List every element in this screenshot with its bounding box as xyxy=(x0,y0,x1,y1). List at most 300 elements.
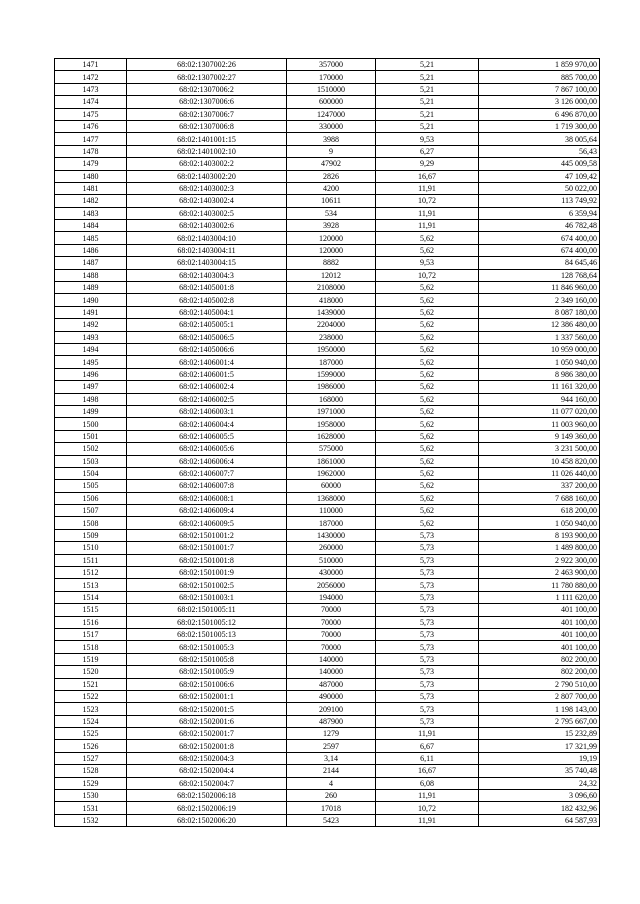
cadastral-number-cell: 68:02:1406001:4 xyxy=(127,356,287,368)
cadastral-number-cell: 68:02:1307006:7 xyxy=(127,108,287,120)
cadastral-number-cell: 68:02:1406005:5 xyxy=(127,430,287,442)
area-cell: 170000 xyxy=(287,71,376,83)
table-row xyxy=(55,554,600,566)
row-number-cell: 1519 xyxy=(55,653,127,665)
value-cell: 7 867 100,00 xyxy=(479,83,600,95)
area-cell: 1971000 xyxy=(287,405,376,417)
row-number-cell: 1523 xyxy=(55,703,127,715)
area-cell: 1510000 xyxy=(287,83,376,95)
rate-cell: 5,62 xyxy=(376,480,479,492)
area-cell: 60000 xyxy=(287,480,376,492)
area-cell: 17018 xyxy=(287,802,376,814)
area-cell: 8882 xyxy=(287,257,376,269)
value-cell: 3 096,60 xyxy=(479,790,600,802)
row-number-cell: 1497 xyxy=(55,381,127,393)
area-cell: 430000 xyxy=(287,567,376,579)
value-cell: 12 386 480,00 xyxy=(479,319,600,331)
area-cell: 70000 xyxy=(287,616,376,628)
cadastral-number-cell: 68:02:1501005:3 xyxy=(127,641,287,653)
cadastral-number-cell: 68:02:1501001:2 xyxy=(127,529,287,541)
table-row xyxy=(55,542,600,554)
area-cell: 3,14 xyxy=(287,752,376,764)
value-cell: 35 740,48 xyxy=(479,765,600,777)
value-cell: 128 768,64 xyxy=(479,269,600,281)
area-cell: 510000 xyxy=(287,554,376,566)
value-cell: 182 432,96 xyxy=(479,802,600,814)
value-cell: 2 922 300,00 xyxy=(479,554,600,566)
cadastral-number-cell: 68:02:1307006:6 xyxy=(127,96,287,108)
value-cell: 802 200,00 xyxy=(479,653,600,665)
row-number-cell: 1524 xyxy=(55,715,127,727)
rate-cell: 5,62 xyxy=(376,244,479,256)
row-number-cell: 1529 xyxy=(55,777,127,789)
rate-cell: 5,62 xyxy=(376,430,479,442)
table-row xyxy=(55,368,600,380)
area-cell: 1958000 xyxy=(287,418,376,430)
cadastral-number-cell: 68:02:1307006:2 xyxy=(127,83,287,95)
area-cell: 1368000 xyxy=(287,492,376,504)
row-number-cell: 1479 xyxy=(55,158,127,170)
rate-cell: 9,29 xyxy=(376,158,479,170)
row-number-cell: 1518 xyxy=(55,641,127,653)
area-cell: 9 xyxy=(287,145,376,157)
table-row xyxy=(55,728,600,740)
value-cell: 1 489 800,00 xyxy=(479,542,600,554)
row-number-cell: 1487 xyxy=(55,257,127,269)
value-cell: 401 100,00 xyxy=(479,628,600,640)
area-cell: 487000 xyxy=(287,678,376,690)
value-cell: 1 050 940,00 xyxy=(479,517,600,529)
cadastral-number-cell: 68:02:1502006:18 xyxy=(127,790,287,802)
value-cell: 50 022,00 xyxy=(479,182,600,194)
row-number-cell: 1504 xyxy=(55,467,127,479)
value-cell: 1 050 940,00 xyxy=(479,356,600,368)
area-cell: 1628000 xyxy=(287,430,376,442)
row-number-cell: 1505 xyxy=(55,480,127,492)
area-cell: 168000 xyxy=(287,393,376,405)
cadastral-number-cell: 68:02:1406009:4 xyxy=(127,505,287,517)
area-cell: 2108000 xyxy=(287,282,376,294)
table-row xyxy=(55,604,600,616)
value-cell: 11 003 960,00 xyxy=(479,418,600,430)
rate-cell: 5,73 xyxy=(376,678,479,690)
area-cell: 600000 xyxy=(287,96,376,108)
rate-cell: 5,62 xyxy=(376,517,479,529)
value-cell: 674 400,00 xyxy=(479,244,600,256)
cadastral-number-cell: 68:02:1406003:1 xyxy=(127,405,287,417)
value-cell: 10 959 000,00 xyxy=(479,343,600,355)
rate-cell: 5,62 xyxy=(376,418,479,430)
cadastral-number-cell: 68:02:1401002:10 xyxy=(127,145,287,157)
value-cell: 84 645,46 xyxy=(479,257,600,269)
row-number-cell: 1526 xyxy=(55,740,127,752)
table-row xyxy=(55,393,600,405)
cadastral-number-cell: 68:02:1403004:11 xyxy=(127,244,287,256)
area-cell: 2597 xyxy=(287,740,376,752)
cadastral-number-cell: 68:02:1501001:7 xyxy=(127,542,287,554)
rate-cell: 9,53 xyxy=(376,257,479,269)
table-row xyxy=(55,294,600,306)
table-body xyxy=(55,59,600,827)
rate-cell: 5,62 xyxy=(376,331,479,343)
cadastral-number-cell: 68:02:1406006:4 xyxy=(127,455,287,467)
area-cell: 187000 xyxy=(287,356,376,368)
cadastral-number-cell: 68:02:1502001:8 xyxy=(127,740,287,752)
rate-cell: 5,62 xyxy=(376,368,479,380)
cadastral-number-cell: 68:02:1403002:4 xyxy=(127,195,287,207)
cadastral-number-cell: 68:02:1406007:7 xyxy=(127,467,287,479)
area-cell: 194000 xyxy=(287,591,376,603)
row-number-cell: 1507 xyxy=(55,505,127,517)
table-row xyxy=(55,579,600,591)
cadastral-number-cell: 68:02:1501006:6 xyxy=(127,678,287,690)
area-cell: 3928 xyxy=(287,220,376,232)
cadastral-number-cell: 68:02:1405006:5 xyxy=(127,331,287,343)
table-row xyxy=(55,232,600,244)
value-cell: 802 200,00 xyxy=(479,666,600,678)
area-cell: 534 xyxy=(287,207,376,219)
area-cell: 2204000 xyxy=(287,319,376,331)
value-cell: 885 700,00 xyxy=(479,71,600,83)
row-number-cell: 1499 xyxy=(55,405,127,417)
table-row xyxy=(55,740,600,752)
value-cell: 64 587,93 xyxy=(479,814,600,826)
cadastral-number-cell: 68:02:1405004:1 xyxy=(127,306,287,318)
rate-cell: 11,91 xyxy=(376,220,479,232)
table-row xyxy=(55,777,600,789)
rate-cell: 5,62 xyxy=(376,467,479,479)
rate-cell: 11,91 xyxy=(376,207,479,219)
table-row xyxy=(55,690,600,702)
row-number-cell: 1511 xyxy=(55,554,127,566)
value-cell: 15 232,89 xyxy=(479,728,600,740)
area-cell: 187000 xyxy=(287,517,376,529)
value-cell: 11 026 440,00 xyxy=(479,467,600,479)
area-cell: 140000 xyxy=(287,666,376,678)
cadastral-number-cell: 68:02:1405005:1 xyxy=(127,319,287,331)
row-number-cell: 1503 xyxy=(55,455,127,467)
value-cell: 11 077 020,00 xyxy=(479,405,600,417)
rate-cell: 10,72 xyxy=(376,802,479,814)
rate-cell: 5,73 xyxy=(376,666,479,678)
cadastral-number-cell: 68:02:1502001:6 xyxy=(127,715,287,727)
area-cell: 12012 xyxy=(287,269,376,281)
rate-cell: 5,62 xyxy=(376,343,479,355)
value-cell: 3 126 000,00 xyxy=(479,96,600,108)
cadastral-number-cell: 68:02:1501005:13 xyxy=(127,628,287,640)
row-number-cell: 1491 xyxy=(55,306,127,318)
cadastral-number-cell: 68:02:1501005:8 xyxy=(127,653,287,665)
rate-cell: 5,73 xyxy=(376,690,479,702)
row-number-cell: 1514 xyxy=(55,591,127,603)
row-number-cell: 1472 xyxy=(55,71,127,83)
value-cell: 3 231 500,00 xyxy=(479,443,600,455)
area-cell: 10611 xyxy=(287,195,376,207)
rate-cell: 5,73 xyxy=(376,579,479,591)
cadastral-number-cell: 68:02:1501003:1 xyxy=(127,591,287,603)
cadastral-number-cell: 68:02:1403002:6 xyxy=(127,220,287,232)
value-cell: 113 749,92 xyxy=(479,195,600,207)
value-cell: 1 719 300,00 xyxy=(479,120,600,132)
rate-cell: 5,62 xyxy=(376,492,479,504)
cadastral-number-cell: 68:02:1307002:27 xyxy=(127,71,287,83)
row-number-cell: 1516 xyxy=(55,616,127,628)
value-cell: 2 349 160,00 xyxy=(479,294,600,306)
value-cell: 8 193 900,00 xyxy=(479,529,600,541)
table-row xyxy=(55,71,600,83)
value-cell: 2 790 510,00 xyxy=(479,678,600,690)
cadastral-number-cell: 68:02:1501005:9 xyxy=(127,666,287,678)
cadastral-number-cell: 68:02:1406002:4 xyxy=(127,381,287,393)
table-row xyxy=(55,616,600,628)
area-cell: 70000 xyxy=(287,628,376,640)
area-cell: 1430000 xyxy=(287,529,376,541)
value-cell: 2 807 700,00 xyxy=(479,690,600,702)
area-cell: 209100 xyxy=(287,703,376,715)
rate-cell: 5,73 xyxy=(376,703,479,715)
row-number-cell: 1532 xyxy=(55,814,127,826)
area-cell: 110000 xyxy=(287,505,376,517)
row-number-cell: 1482 xyxy=(55,195,127,207)
rate-cell: 5,62 xyxy=(376,294,479,306)
rate-cell: 5,73 xyxy=(376,591,479,603)
row-number-cell: 1513 xyxy=(55,579,127,591)
rate-cell: 6,11 xyxy=(376,752,479,764)
value-cell: 2 795 667,00 xyxy=(479,715,600,727)
value-cell: 17 321,99 xyxy=(479,740,600,752)
area-cell: 140000 xyxy=(287,653,376,665)
row-number-cell: 1473 xyxy=(55,83,127,95)
area-cell: 1439000 xyxy=(287,306,376,318)
value-cell: 401 100,00 xyxy=(479,641,600,653)
row-number-cell: 1495 xyxy=(55,356,127,368)
cadastral-number-cell: 68:02:1502001:7 xyxy=(127,728,287,740)
rate-cell: 5,62 xyxy=(376,381,479,393)
rate-cell: 5,73 xyxy=(376,715,479,727)
area-cell: 120000 xyxy=(287,244,376,256)
table-row xyxy=(55,790,600,802)
table-row xyxy=(55,666,600,678)
table-row xyxy=(55,170,600,182)
table-row xyxy=(55,319,600,331)
value-cell: 8 087 180,00 xyxy=(479,306,600,318)
cadastral-number-cell: 68:02:1403002:5 xyxy=(127,207,287,219)
row-number-cell: 1488 xyxy=(55,269,127,281)
cadastral-number-cell: 68:02:1403004:10 xyxy=(127,232,287,244)
rate-cell: 11,91 xyxy=(376,182,479,194)
row-number-cell: 1481 xyxy=(55,182,127,194)
data-table xyxy=(54,58,600,827)
area-cell: 330000 xyxy=(287,120,376,132)
rate-cell: 5,62 xyxy=(376,455,479,467)
row-number-cell: 1476 xyxy=(55,120,127,132)
cadastral-number-cell: 68:02:1401001:15 xyxy=(127,133,287,145)
table-row xyxy=(55,430,600,442)
cadastral-number-cell: 68:02:1406002:5 xyxy=(127,393,287,405)
value-cell: 944 160,00 xyxy=(479,393,600,405)
area-cell: 3988 xyxy=(287,133,376,145)
value-cell: 6 496 870,00 xyxy=(479,108,600,120)
row-number-cell: 1489 xyxy=(55,282,127,294)
rate-cell: 5,21 xyxy=(376,108,479,120)
rate-cell: 5,73 xyxy=(376,542,479,554)
area-cell: 1861000 xyxy=(287,455,376,467)
row-number-cell: 1493 xyxy=(55,331,127,343)
row-number-cell: 1490 xyxy=(55,294,127,306)
cadastral-number-cell: 68:02:1406001:5 xyxy=(127,368,287,380)
table-row xyxy=(55,158,600,170)
value-cell: 445 009,58 xyxy=(479,158,600,170)
row-number-cell: 1486 xyxy=(55,244,127,256)
rate-cell: 6,27 xyxy=(376,145,479,157)
rate-cell: 5,73 xyxy=(376,616,479,628)
value-cell: 1 111 620,00 xyxy=(479,591,600,603)
table-row xyxy=(55,591,600,603)
row-number-cell: 1509 xyxy=(55,529,127,541)
table-row xyxy=(55,814,600,826)
area-cell: 1247000 xyxy=(287,108,376,120)
area-cell: 2144 xyxy=(287,765,376,777)
cadastral-number-cell: 68:02:1403002:3 xyxy=(127,182,287,194)
rate-cell: 16,67 xyxy=(376,170,479,182)
rate-cell: 5,62 xyxy=(376,319,479,331)
area-cell: 70000 xyxy=(287,604,376,616)
value-cell: 337 200,00 xyxy=(479,480,600,492)
value-cell: 11 161 320,00 xyxy=(479,381,600,393)
rate-cell: 6,08 xyxy=(376,777,479,789)
table-row xyxy=(55,306,600,318)
table-row xyxy=(55,244,600,256)
cadastral-number-cell: 68:02:1501001:9 xyxy=(127,567,287,579)
cadastral-number-cell: 68:02:1501005:12 xyxy=(127,616,287,628)
value-cell: 10 458 820,00 xyxy=(479,455,600,467)
row-number-cell: 1500 xyxy=(55,418,127,430)
rate-cell: 16,67 xyxy=(376,765,479,777)
cadastral-number-cell: 68:02:1502006:20 xyxy=(127,814,287,826)
area-cell: 4200 xyxy=(287,182,376,194)
value-cell: 56,43 xyxy=(479,145,600,157)
area-cell: 2056000 xyxy=(287,579,376,591)
table-row xyxy=(55,467,600,479)
cadastral-number-cell: 68:02:1502006:19 xyxy=(127,802,287,814)
row-number-cell: 1527 xyxy=(55,752,127,764)
area-cell: 1962000 xyxy=(287,467,376,479)
row-number-cell: 1525 xyxy=(55,728,127,740)
table-row xyxy=(55,752,600,764)
table-row xyxy=(55,96,600,108)
table-row xyxy=(55,505,600,517)
row-number-cell: 1508 xyxy=(55,517,127,529)
cadastral-number-cell: 68:02:1502001:5 xyxy=(127,703,287,715)
rate-cell: 5,73 xyxy=(376,604,479,616)
rate-cell: 5,62 xyxy=(376,505,479,517)
area-cell: 357000 xyxy=(287,59,376,71)
table-row xyxy=(55,480,600,492)
table-row xyxy=(55,207,600,219)
rate-cell: 5,21 xyxy=(376,59,479,71)
value-cell: 38 005,64 xyxy=(479,133,600,145)
cadastral-number-cell: 68:02:1403002:20 xyxy=(127,170,287,182)
table-row xyxy=(55,282,600,294)
cadastral-number-cell: 68:02:1501005:11 xyxy=(127,604,287,616)
table-row xyxy=(55,567,600,579)
table-row xyxy=(55,765,600,777)
area-cell: 487900 xyxy=(287,715,376,727)
rate-cell: 5,21 xyxy=(376,120,479,132)
cadastral-number-cell: 68:02:1501001:8 xyxy=(127,554,287,566)
rate-cell: 5,73 xyxy=(376,554,479,566)
cadastral-number-cell: 68:02:1501002:5 xyxy=(127,579,287,591)
value-cell: 1 198 143,00 xyxy=(479,703,600,715)
row-number-cell: 1512 xyxy=(55,567,127,579)
area-cell: 120000 xyxy=(287,232,376,244)
rate-cell: 5,62 xyxy=(376,393,479,405)
value-cell: 24,32 xyxy=(479,777,600,789)
cadastral-number-cell: 68:02:1406008:1 xyxy=(127,492,287,504)
value-cell: 8 986 380,00 xyxy=(479,368,600,380)
row-number-cell: 1496 xyxy=(55,368,127,380)
rate-cell: 5,62 xyxy=(376,443,479,455)
row-number-cell: 1485 xyxy=(55,232,127,244)
cadastral-number-cell: 68:02:1403004:15 xyxy=(127,257,287,269)
row-number-cell: 1494 xyxy=(55,343,127,355)
row-number-cell: 1501 xyxy=(55,430,127,442)
rate-cell: 5,73 xyxy=(376,641,479,653)
table-row xyxy=(55,703,600,715)
value-cell: 401 100,00 xyxy=(479,604,600,616)
cadastral-number-cell: 68:02:1405006:6 xyxy=(127,343,287,355)
row-number-cell: 1492 xyxy=(55,319,127,331)
value-cell: 1 859 970,00 xyxy=(479,59,600,71)
table-row xyxy=(55,343,600,355)
area-cell: 490000 xyxy=(287,690,376,702)
area-cell: 418000 xyxy=(287,294,376,306)
table-row xyxy=(55,59,600,71)
area-cell: 70000 xyxy=(287,641,376,653)
rate-cell: 5,21 xyxy=(376,96,479,108)
area-cell: 5423 xyxy=(287,814,376,826)
value-cell: 46 782,48 xyxy=(479,220,600,232)
cadastral-number-cell: 68:02:1307006:8 xyxy=(127,120,287,132)
table-row xyxy=(55,678,600,690)
area-cell: 1279 xyxy=(287,728,376,740)
row-number-cell: 1522 xyxy=(55,690,127,702)
value-cell: 7 688 160,00 xyxy=(479,492,600,504)
value-cell: 11 780 880,00 xyxy=(479,579,600,591)
value-cell: 9 149 360,00 xyxy=(479,430,600,442)
rate-cell: 11,91 xyxy=(376,814,479,826)
rate-cell: 11,91 xyxy=(376,728,479,740)
value-cell: 618 200,00 xyxy=(479,505,600,517)
rate-cell: 5,62 xyxy=(376,405,479,417)
row-number-cell: 1510 xyxy=(55,542,127,554)
value-cell: 1 337 560,00 xyxy=(479,331,600,343)
table-row xyxy=(55,492,600,504)
cadastral-number-cell: 68:02:1403004:3 xyxy=(127,269,287,281)
cadastral-number-cell: 68:02:1405001:8 xyxy=(127,282,287,294)
table-row xyxy=(55,653,600,665)
row-number-cell: 1474 xyxy=(55,96,127,108)
area-cell: 1986000 xyxy=(287,381,376,393)
cadastral-number-cell: 68:02:1406005:6 xyxy=(127,443,287,455)
row-number-cell: 1528 xyxy=(55,765,127,777)
rate-cell: 10,72 xyxy=(376,195,479,207)
table-row xyxy=(55,418,600,430)
table-row xyxy=(55,381,600,393)
table-row xyxy=(55,133,600,145)
cadastral-number-cell: 68:02:1406004:4 xyxy=(127,418,287,430)
area-cell: 260 xyxy=(287,790,376,802)
